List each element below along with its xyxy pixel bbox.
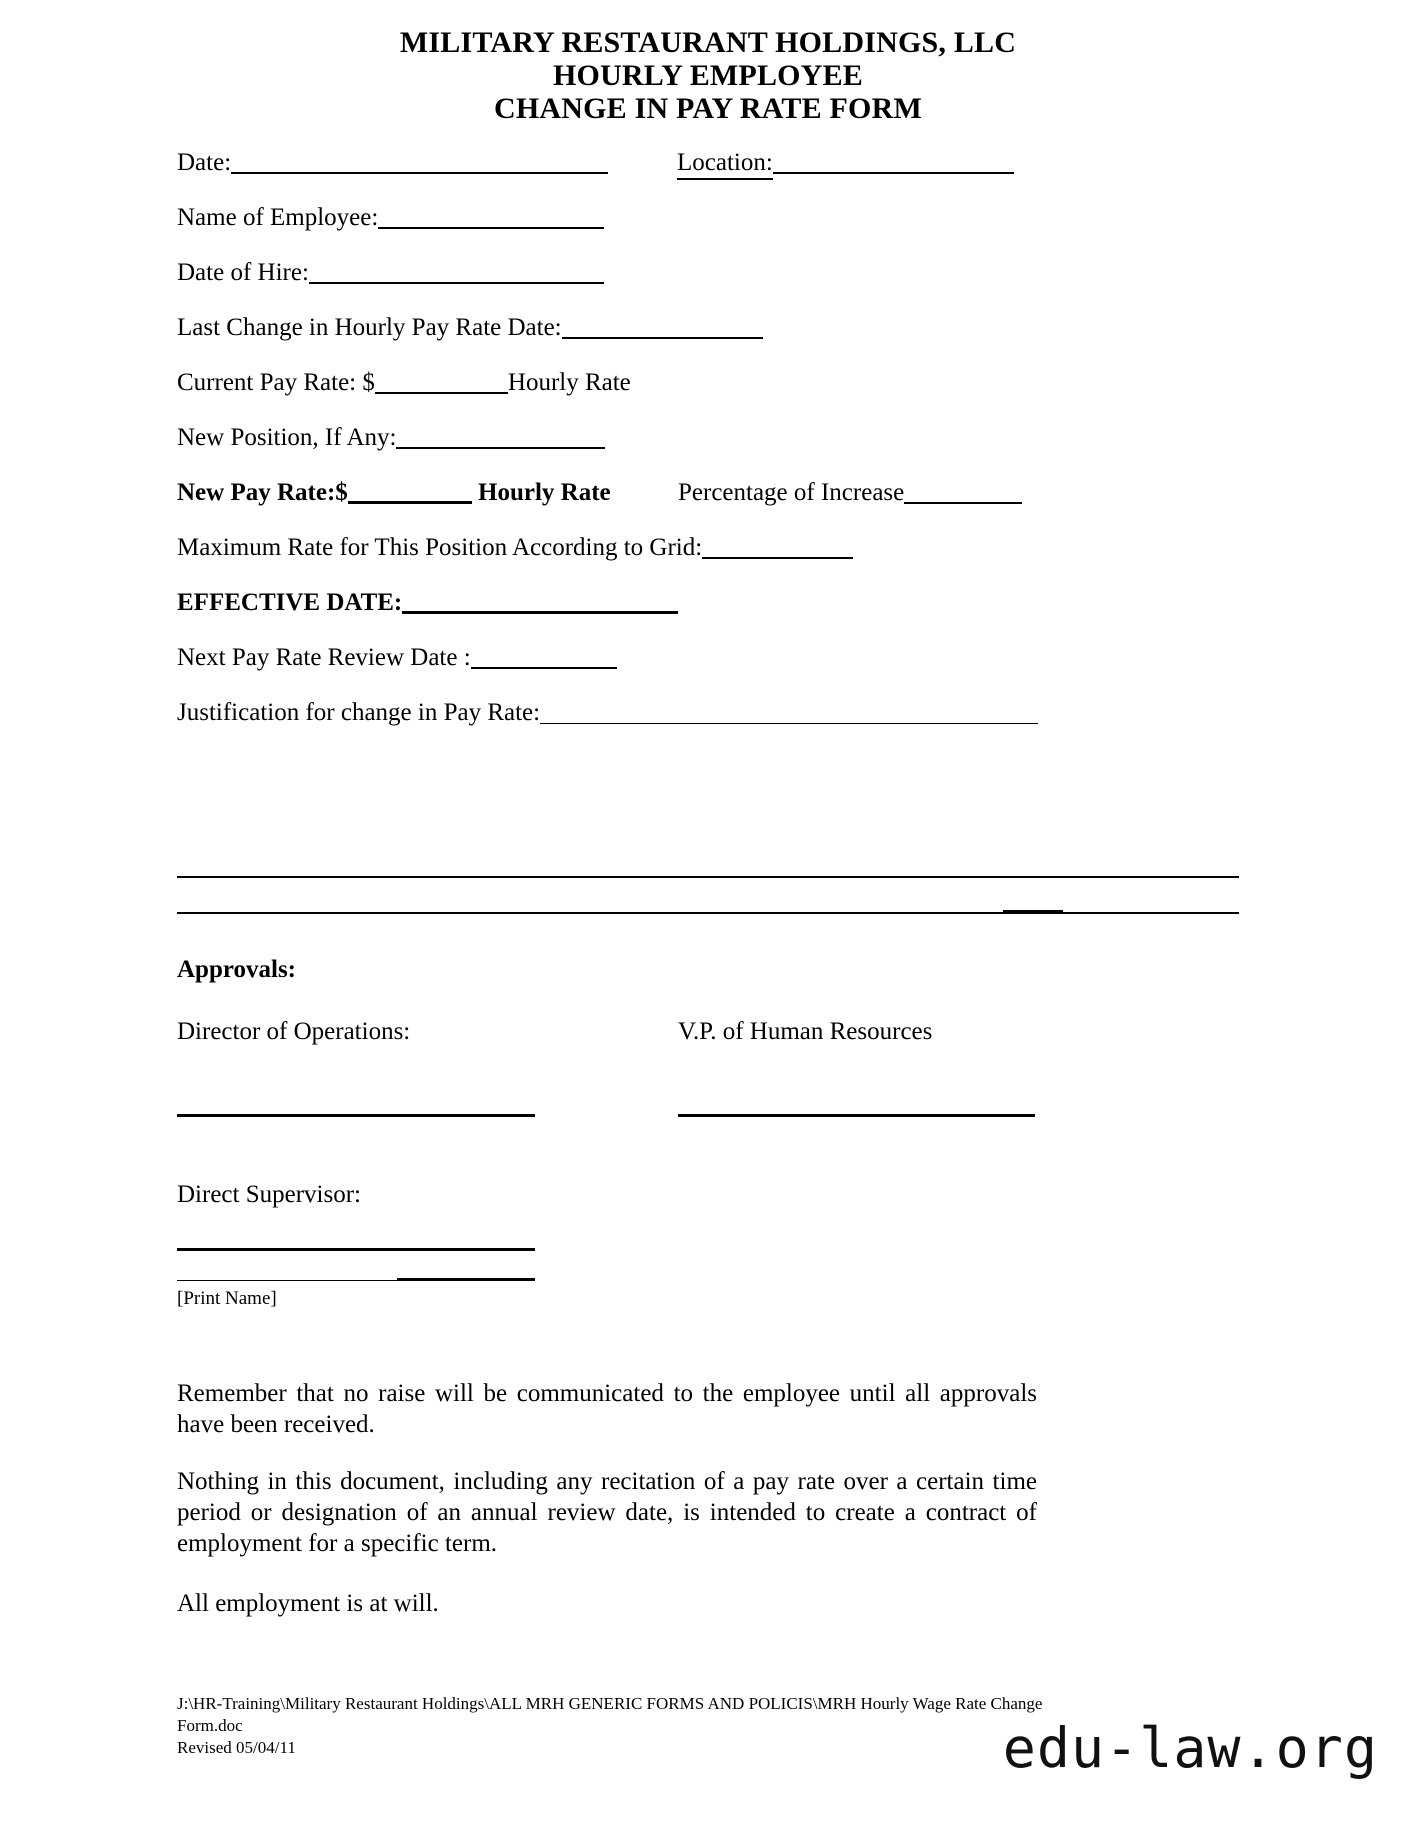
location-input-blank[interactable] (773, 154, 1014, 174)
footer-block (177, 1693, 1043, 1759)
row-date-location (177, 148, 1239, 177)
row-date-of-hire (177, 258, 1239, 287)
date-input-blank[interactable] (231, 154, 608, 174)
current-pay-rate-label: Current Pay Rate: $ (177, 369, 375, 396)
direct-supervisor-print-name-line-emphasis[interactable] (397, 1278, 535, 1281)
next-review-input-blank[interactable] (471, 649, 617, 669)
name-of-employee-input-blank[interactable] (378, 209, 604, 229)
effective-date-label: EFFECTIVE DATE: (177, 589, 403, 616)
title-line-2: HOURLY EMPLOYEE (553, 59, 863, 92)
percentage-of-increase-label: Percentage of Increase (678, 479, 905, 506)
current-pay-rate-suffix: Hourly Rate (507, 369, 631, 396)
row-maximum-rate (177, 533, 1239, 562)
new-pay-rate-label: New Pay Rate:$ (177, 479, 348, 506)
row-name-of-employee (177, 203, 1239, 232)
maximum-rate-input-blank[interactable] (702, 539, 853, 559)
footer-revised-line: Revised 05/04/11 (177, 1738, 296, 1757)
next-review-label: Next Pay Rate Review Date : (177, 644, 471, 671)
director-of-operations-signature-line[interactable] (177, 1114, 535, 1117)
new-pay-rate-input-blank[interactable] (348, 483, 472, 504)
direct-supervisor-signature-line[interactable] (177, 1248, 535, 1251)
vp-human-resources-label: V.P. of Human Resources (678, 1018, 933, 1045)
new-position-label: New Position, If Any: (177, 424, 397, 451)
row-current-pay-rate (177, 368, 1239, 397)
percentage-of-increase-group (678, 478, 1022, 507)
name-of-employee-label: Name of Employee: (177, 204, 379, 231)
approvals-heading: Approvals: (177, 956, 297, 983)
row-new-pay-rate (177, 478, 1239, 507)
row-new-position (177, 423, 1239, 452)
new-position-input-blank[interactable] (396, 429, 605, 449)
justification-input-blank-1[interactable] (540, 705, 1038, 724)
last-change-input-blank[interactable] (562, 319, 763, 339)
footer-path-line-2: Form.doc (177, 1716, 243, 1735)
maximum-rate-label: Maximum Rate for This Position According to Grid: (177, 534, 703, 561)
notice-paragraph-1: Remember that no raise will be communicated to the employee until all approvals have been received. (177, 1380, 1037, 1438)
title-line-1: MILITARY RESTAURANT HOLDINGS, LLC (399, 26, 1017, 59)
notice-paragraph-2: Nothing in this document, including any recitation of a pay rate over a certain time period or designation of an annual review date, is intended to create a contract of employment for a specific term. (177, 1468, 1037, 1557)
row-last-change-date (177, 313, 1239, 342)
justification-input-blank-2[interactable] (177, 876, 1239, 878)
new-pay-rate-suffix: Hourly Rate (478, 479, 611, 506)
document-title (0, 26, 1416, 125)
justification-input-blank-3-emphasis[interactable] (1003, 910, 1063, 914)
footer-path-line-1: J:\HR-Training\Military Restaurant Holdings\ALL MRH GENERIC FORMS AND POLICIS\MRH Hourly Wage Rate Change (177, 1694, 1043, 1713)
title-line-3: CHANGE IN PAY RATE FORM (494, 92, 922, 125)
date-of-hire-label: Date of Hire: (177, 259, 309, 286)
vp-human-resources-signature-line[interactable] (678, 1114, 1035, 1117)
justification-label: Justification for change in Pay Rate: (177, 699, 541, 726)
form-fields (177, 148, 1239, 753)
watermark-edu-law: edu-law.org (1002, 1716, 1378, 1780)
current-pay-rate-input-blank[interactable] (375, 374, 508, 394)
location-group (677, 148, 1014, 180)
effective-date-input-blank[interactable] (402, 593, 678, 614)
notice-paragraph-3: All employment is at will. (177, 1590, 439, 1617)
row-justification (177, 698, 1239, 727)
percentage-of-increase-input-blank[interactable] (904, 484, 1022, 504)
justification-input-blank-3[interactable] (177, 912, 1239, 914)
row-next-review-date (177, 643, 1239, 672)
print-name-caption: [Print Name] (177, 1288, 277, 1309)
row-effective-date (177, 588, 1239, 617)
direct-supervisor-print-name-line[interactable] (177, 1280, 397, 1281)
date-of-hire-input-blank[interactable] (309, 264, 604, 284)
date-label: Date: (177, 149, 232, 176)
last-change-label: Last Change in Hourly Pay Rate Date: (177, 314, 562, 341)
location-label: Location: (677, 148, 773, 180)
director-of-operations-label: Director of Operations: (177, 1018, 411, 1045)
direct-supervisor-label: Direct Supervisor: (177, 1181, 361, 1208)
